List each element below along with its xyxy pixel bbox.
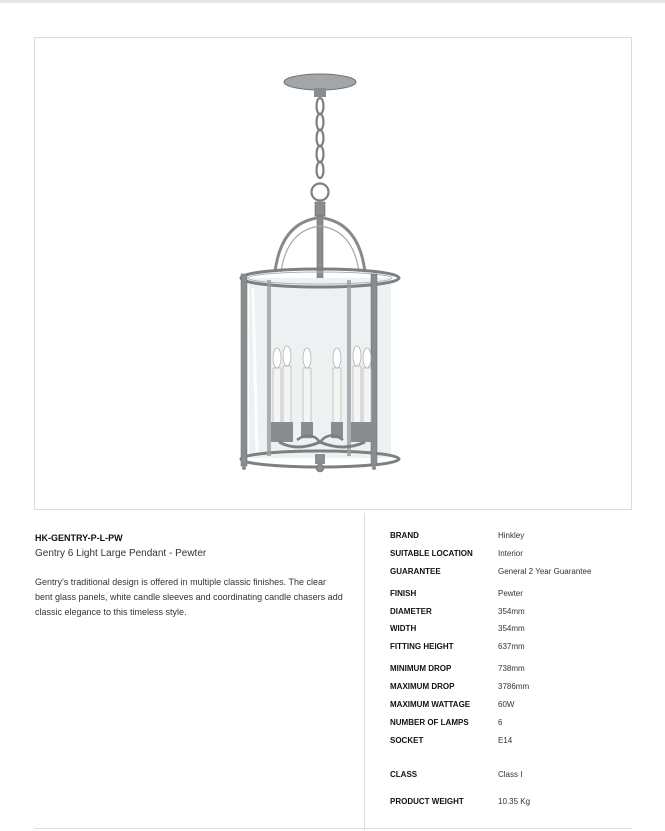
bottom-divider xyxy=(34,828,632,829)
spec-label-lamps: NUMBER OF LAMPS xyxy=(390,718,469,727)
spec-value-finish: Pewter xyxy=(498,589,523,598)
chain xyxy=(312,98,329,201)
spec-value-min-drop: 738mm xyxy=(498,664,525,673)
spec-value-weight: 10.35 Kg xyxy=(498,797,531,806)
spec-label-guarantee: GUARANTEE xyxy=(390,567,441,576)
product-title: Gentry 6 Light Large Pendant - Pewter xyxy=(35,548,207,559)
column-divider xyxy=(364,513,365,830)
spec-value-brand: Hinkley xyxy=(498,531,525,540)
spec-label-diameter: DIAMETER xyxy=(390,607,432,616)
spec-value-location: Interior xyxy=(498,549,523,558)
pendant-lamp-illustration xyxy=(35,38,633,511)
spec-value-width: 354mm xyxy=(498,624,525,633)
product-description: Gentry's traditional design is offered in multiple classic finishes. The clear bent glass panels, white candle sleeves and coordinating candle chasers add classic elegance to this timeless style. xyxy=(35,577,343,617)
product-sku: HK-GENTRY-P-L-PW xyxy=(35,533,123,543)
spec-label-class: CLASS xyxy=(390,770,418,779)
spec-label-socket: SOCKET xyxy=(390,736,424,745)
spec-label-max-drop: MAXIMUM DROP xyxy=(390,682,455,691)
spec-label-min-drop: MINIMUM DROP xyxy=(390,664,452,673)
spec-value-lamps: 6 xyxy=(498,718,503,727)
spec-label-max-wattage: MAXIMUM WATTAGE xyxy=(390,700,471,709)
spec-value-fitting-height: 637mm xyxy=(498,642,525,651)
spec-label-fitting-height: FITTING HEIGHT xyxy=(390,642,454,651)
ceiling-rose xyxy=(284,74,356,90)
spec-label-width: WIDTH xyxy=(390,624,417,633)
spec-value-class: Class I xyxy=(498,770,523,779)
spec-value-max-wattage: 60W xyxy=(498,700,515,709)
spec-label-location: SUITABLE LOCATION xyxy=(390,549,473,558)
top-divider xyxy=(0,0,665,3)
spec-value-guarantee: General 2 Year Guarantee xyxy=(498,567,592,576)
spec-label-brand: BRAND xyxy=(390,531,419,540)
spec-label-weight: PRODUCT WEIGHT xyxy=(390,797,464,806)
spec-value-socket: E14 xyxy=(498,736,513,745)
product-image xyxy=(34,37,632,510)
spec-label-finish: FINISH xyxy=(390,589,417,598)
spec-value-diameter: 354mm xyxy=(498,607,525,616)
spec-value-max-drop: 3786mm xyxy=(498,682,530,691)
